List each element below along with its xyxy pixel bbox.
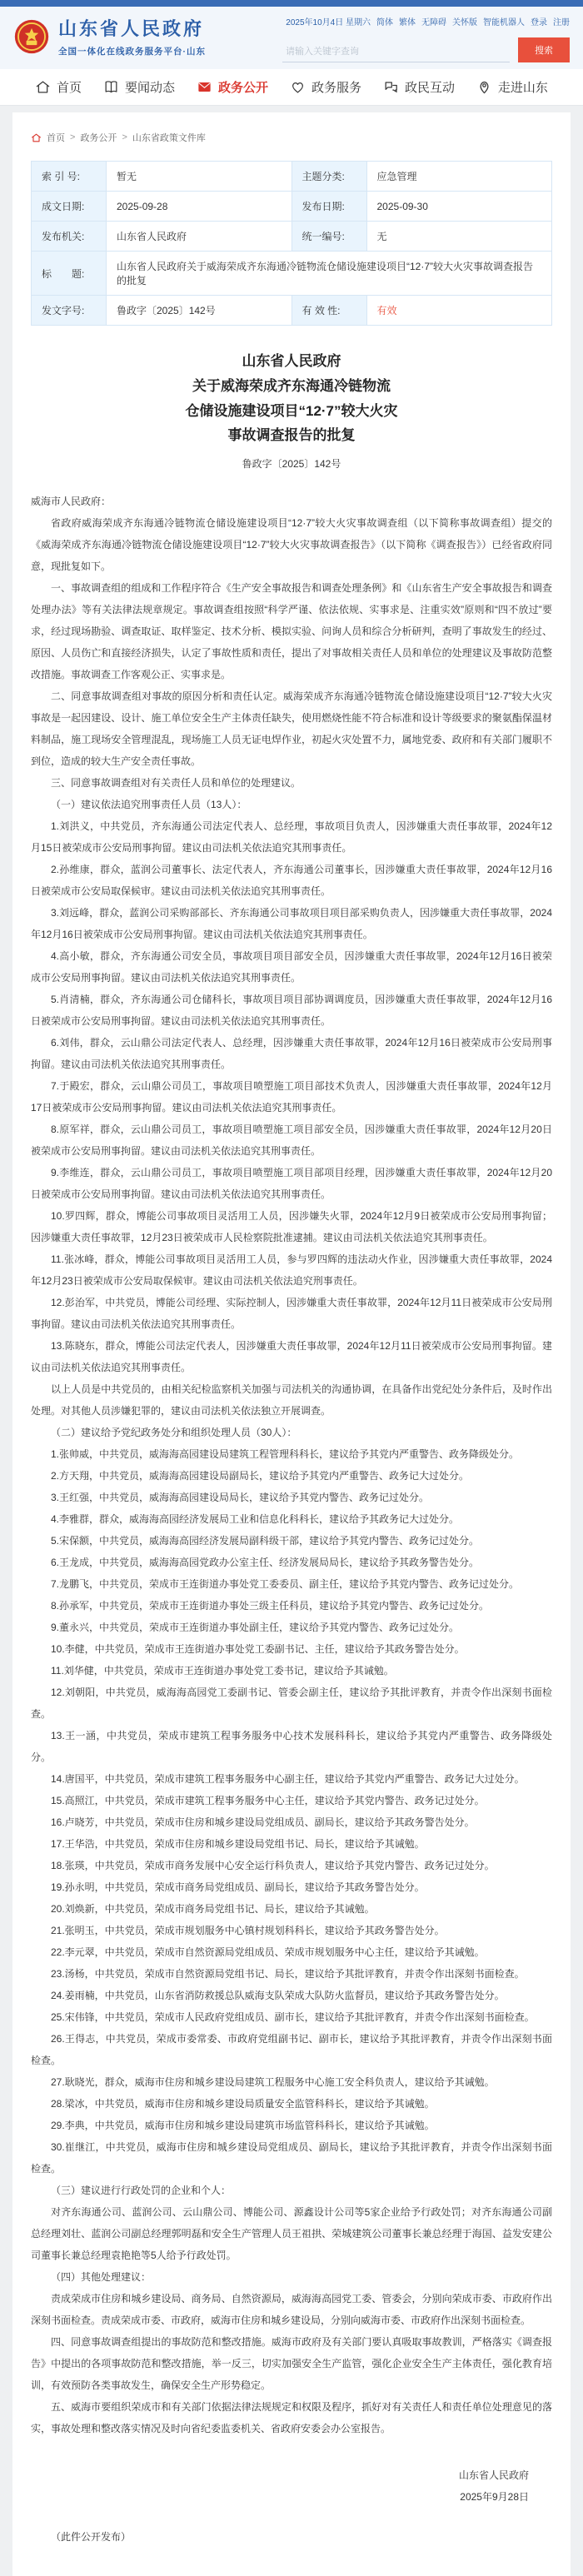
pin-icon bbox=[476, 79, 492, 95]
link-traditional[interactable]: 繁体 bbox=[399, 18, 416, 27]
doc-paragraph: 三、同意事故调查组对有关责任人员和单位的处理建议。 bbox=[51, 777, 301, 789]
doc-paragraph: （一）建议依法追究刑事责任人员（13人）： bbox=[51, 799, 247, 810]
link-robot[interactable]: 智能机器人 bbox=[483, 18, 525, 27]
doc-paragraph: 24.姜雨楠，中共党员，山东省消防救援总队威海支队荣成大队防火监督员，建议给予其政务警告处分。 bbox=[51, 1990, 505, 2001]
link-care-version[interactable]: 关怀版 bbox=[452, 18, 477, 27]
doc-paragraph: 7.于殿宏，群众，云山鼎公司员工，事故项目喷塑施工项目部技术负责人，因涉嫌重大责任事故罪，2024年12月17日被荣成市公安局刑事拘留。建议由司法机关依法追究其刑事责任。 bbox=[31, 1080, 552, 1114]
document-title-line: 山东省人民政府 bbox=[242, 353, 341, 369]
doc-paragraph: 二、同意事故调查组对事故的原因分析和责任认定。威海荣成齐东海通冷链物流仓储设施建设项目“12·7”较大火灾事故是一起因建设、设计、施工单位安全生产主体责任缺失，使用燃烧性能不符合标准和设计等级要求的聚氨酯保温材料制品，施工现场安全管理混乱，现场施工人员无证电焊作业，初起火灾处置不力，属地党委、政府和有关部门履职不到位，造成的较大生产安全责任事故。 bbox=[31, 690, 552, 767]
doc-paragraph: 7.龙鹏飞，中共党员，荣成市王连街道办事处党工委委员、副主任，建议给予其党内警告、政务记过处分。 bbox=[51, 1578, 520, 1590]
doc-paragraph: 20.刘焕新，中共党员，荣成市商务局党组书记、局长，建议给予其诫勉。 bbox=[51, 1903, 375, 1915]
doc-paragraph: 8.孙承军，中共党员，荣成市王连街道办事处三级主任科员，建议给予其党内警告、政务记过处分。 bbox=[51, 1600, 490, 1612]
doc-paragraph: 对齐东海通公司、蓝润公司、云山鼎公司、博能公司、源鑫设计公司等5家企业给予行政处罚；对齐东海通公司副总经理刘壮、蓝润公司副总经理郭明磊和安全生产管理人员王祖拱、荣城建筑公司董事长兼总经理于海国、益发安建公司董事长兼总经理袁艳艳等5人给予行政处罚。 bbox=[31, 2206, 552, 2261]
table-row bbox=[32, 192, 552, 222]
nav-label: 走进山东 bbox=[497, 81, 548, 95]
doc-paragraph: 12.刘朝阳，中共党员，威海海高园党工委副书记、管委会副主任，建议给予其批评教育，并责令作出深刻书面检查。 bbox=[31, 1687, 552, 1720]
doc-paragraph: 五、威海市要组织荣成市和有关部门依据法律法规规定和权限及程序，抓好对有关责任人和责任单位处理意见的落实，事故处理和整改落实情况及时向省纪委监委机关、省政府安委会办公室报告。 bbox=[31, 2401, 552, 2434]
doc-paragraph: 19.孙永明，中共党员，荣成市商务局党组成员、副局长，建议给予其政务警告处分。 bbox=[51, 1881, 425, 1893]
document-salutation: 威海市人民政府： bbox=[31, 496, 112, 507]
meta-doc-no-label: 发文字号: bbox=[32, 296, 107, 326]
link-accessibility[interactable]: 无障碍 bbox=[421, 18, 446, 27]
doc-paragraph: 25.宋伟锋，中共党员，荣成市人民政府党组成员、副市长，建议给予其批评教育，并责令作出深刻书面检查。 bbox=[51, 2011, 535, 2023]
table-row bbox=[32, 252, 552, 296]
document-title-line: 事故调查报告的批复 bbox=[227, 427, 356, 444]
doc-paragraph: 30.崔继江，中共党员，威海市住房和城乡建设局党组成员、副局长，建议给予其批评教育，并责令作出深刻书面检查。 bbox=[31, 2141, 552, 2175]
nav-item-interaction[interactable] bbox=[383, 78, 455, 96]
doc-paragraph: 4.李雅群，群众，威海海高园经济发展局工业和信息化科科长，建议给予其政务记大过处分。 bbox=[51, 1513, 460, 1525]
doc-paragraph: 2.孙维康，群众，蓝润公司董事长、法定代表人，齐东海通公司董事长，因涉嫌重大责任事故罪，2024年12月16日被荣成市公安局取保候审。建议由司法机关依法追究其刑事责任。 bbox=[31, 864, 552, 897]
search-button[interactable]: 搜索 bbox=[518, 37, 570, 62]
meta-validity-value: 有效 bbox=[366, 296, 552, 326]
doc-paragraph: 9.李维连，群众，云山鼎公司员工，事故项目喷塑施工项目部项目经理，因涉嫌重大责任事故罪，2024年12月20日被荣成市公安局刑事拘留。建议由司法机关依法追究其刑事责任。 bbox=[31, 1167, 552, 1200]
doc-paragraph: 省政府威海荣成齐东海通冷链物流仓储设施建设项目“12·7”较大火灾事故调查组（以下简称事故调查组）提交的《威海荣成齐东海通冷链物流仓储设施建设项目“12·7”较大火灾事故调查报告》（以下简称《调查报告》）已经省政府同意，现批复如下。 bbox=[31, 517, 552, 572]
national-emblem-icon bbox=[13, 18, 50, 55]
doc-paragraph: （三）建议进行行政处罚的企业和个人： bbox=[51, 2185, 232, 2196]
doc-paragraph: 一、事故调查组的组成和工作程序符合《生产安全事故报告和调查处理条例》和《山东省生产安全事故报告和调查处理办法》等有关法律法规章规定。事故调查组按照“科学严谨、依法依规、实事求是、注重实效”原则和“四不放过”要求，经过现场勘验、调查取证、取样鉴定、技术分析、模拟实验、问询人员和综合分析研判，查明了事故发生的经过、原因、人员伤亡和直接经济损失，认定了事故性质和责任，提出了对事故相关责任人员和单位的处理建议及事故防范整改措施。事故调查工作客观公正、实事求是。 bbox=[31, 582, 552, 680]
doc-paragraph: 18.张瑛，中共党员，荣成市商务发展中心安全运行科负责人，建议给予其党内警告、政务记过处分。 bbox=[51, 1860, 495, 1871]
meta-doc-no-value: 鲁政字〔2025〕142号 bbox=[107, 296, 292, 326]
breadcrumb-home-icon bbox=[31, 132, 42, 143]
table-row bbox=[32, 162, 552, 192]
meta-uid-label: 统一编号: bbox=[292, 222, 366, 252]
meta-agency-label: 发布机关: bbox=[32, 222, 107, 252]
content-card bbox=[12, 112, 571, 2576]
doc-paragraph: （四）其他处理建议： bbox=[51, 2271, 152, 2283]
meta-date-pub-value: 2025-09-30 bbox=[366, 192, 552, 222]
doc-paragraph: 责成荣成市住房和城乡建设局、商务局、自然资源局，威海海高园党工委、管委会，分别向荣成市委、市政府作出深刻书面检查。责成荣成市委、市政府，威海市住房和城乡建设局，分别向威海市委、市政府作出深刻书面检查。 bbox=[31, 2293, 552, 2326]
nav-label: 要闻动态 bbox=[124, 81, 175, 95]
table-row bbox=[32, 222, 552, 252]
nav-item-gov-open[interactable] bbox=[197, 78, 268, 96]
doc-paragraph: 6.刘伟，群众，云山鼎公司法定代表人、总经理，因涉嫌重大责任事故罪，2024年12月16日被荣成市公安局刑事拘留。建议由司法机关依法追究其刑事责任。 bbox=[31, 1037, 552, 1070]
meta-topic-value: 应急管理 bbox=[366, 162, 552, 192]
nav-item-news[interactable] bbox=[103, 78, 175, 96]
doc-paragraph: 13.陈晓东，群众，博能公司法定代表人，因涉嫌重大责任事故罪，2024年12月11日被荣成市公安局刑事拘留。建议由司法机关依法追究其刑事责任。 bbox=[31, 1340, 552, 1373]
doc-paragraph: 1.张帅威，中共党员，威海海高园建设局建筑工程管理科科长，建议给予其党内严重警告、政务降级处分。 bbox=[51, 1448, 520, 1460]
document-title bbox=[31, 349, 552, 448]
doc-paragraph: 26.王得志，中共党员，荣成市委常委、市政府党组副书记、副市长，建议给予其批评教育，并责令作出深刻书面检查。 bbox=[31, 2033, 552, 2066]
meta-agency-value: 山东省人民政府 bbox=[107, 222, 292, 252]
doc-paragraph: 22.李元翠，中共党员，荣成市自然资源局党组成员、荣成市规划服务中心主任，建议给予其诫勉。 bbox=[51, 1946, 485, 1958]
doc-paragraph: 28.梁冰，中共党员，威海市住房和城乡建设局质量安全监管科科长，建议给予其诫勉。 bbox=[51, 2098, 435, 2110]
envelope-icon bbox=[197, 79, 212, 95]
site-title: 山东省人民政府 bbox=[58, 18, 205, 39]
nav-item-into-shandong[interactable] bbox=[476, 78, 548, 96]
doc-paragraph: 5.宋保额，中共党员，威海海高园经济发展局副科级干部，建议给予其党内警告、政务记过处分。 bbox=[51, 1535, 480, 1547]
doc-paragraph: 11.张冰峰，群众，博能公司事故项目灵活用工人员，参与罗四辉的违法动火作业，因涉嫌重大责任事故罪，2024年12月23日被荣成市公安局取保候审。建议由司法机关依法追究刑事责任。 bbox=[31, 1253, 552, 1287]
meta-date-made-value: 2025-09-28 bbox=[107, 192, 292, 222]
nav-label: 政民互动 bbox=[404, 81, 455, 95]
doc-paragraph: 14.唐国平，中共党员，荣成市建筑工程事务服务中心副主任，建议给予其党内严重警告、政务记大过处分。 bbox=[51, 1773, 525, 1785]
doc-paragraph: （二）建议给予党纪政务处分和组织处理人员（30人）： bbox=[51, 1427, 297, 1438]
meta-uid-value: 无 bbox=[366, 222, 552, 252]
doc-paragraph: 4.高小敏，群众，齐东海通公司安全员，事故项目项目部安全员，因涉嫌重大责任事故罪，2024年12月16日被荣成市公安局刑事拘留。建议由司法机关依法追究其刑事责任。 bbox=[31, 950, 552, 984]
home-icon bbox=[35, 79, 51, 95]
nav-label: 政务公开 bbox=[217, 81, 268, 95]
news-icon bbox=[103, 79, 119, 95]
current-date: 2025年10月4日 星期六 bbox=[286, 18, 371, 27]
document-body bbox=[31, 512, 552, 2439]
doc-paragraph: 17.王华浩，中共党员，荣成市住房和城乡建设局党组书记、局长，建议给予其诫勉。 bbox=[51, 1838, 425, 1850]
breadcrumb bbox=[31, 131, 552, 144]
meta-date-made-label: 成文日期: bbox=[32, 192, 107, 222]
doc-paragraph: 2.方天翔，中共党员，威海海高园建设局副局长，建议给予其党内严重警告、政务记大过处分。 bbox=[51, 1470, 470, 1482]
doc-paragraph: 6.王龙成，中共党员，威海海高园党政办公室主任、经济发展局局长，建议给予其政务警告处分。 bbox=[51, 1557, 480, 1568]
site-logo[interactable] bbox=[13, 15, 206, 57]
link-simplified[interactable]: 简体 bbox=[376, 18, 393, 27]
chat-icon bbox=[383, 79, 399, 95]
meta-date-pub-label: 发布日期: bbox=[292, 192, 366, 222]
doc-paragraph: 1.刘洪义，中共党员，齐东海通公司法定代表人、总经理，事故项目负责人，因涉嫌重大责任事故罪，2024年12月15日被荣成市公安局刑事拘留。建议由司法机关依法追究其刑事责任。 bbox=[31, 820, 552, 854]
meta-title-label: 标 题: bbox=[32, 252, 107, 296]
doc-paragraph: 10.李健，中共党员，荣成市王连街道办事处党工委副书记、主任，建议给予其政务警告处分。 bbox=[51, 1643, 465, 1655]
heart-icon bbox=[290, 79, 306, 95]
doc-paragraph: 四、同意事故调查组提出的事故防范和整改措施。威海市政府及有关部门要认真吸取事故教训，严格落实《调查报告》中提出的各项事故防范和整改措施，举一反三，切实加强安全生产监管，强化企业安全生产主体责任，强化教育培训，有效预防各类事故发生，确保安全生产形势稳定。 bbox=[31, 2336, 552, 2391]
site-header bbox=[0, 7, 583, 69]
breadcrumb-current: 山东省政策文件库 bbox=[132, 133, 206, 143]
meta-index-value: 暂无 bbox=[107, 162, 292, 192]
nav-item-gov-service[interactable] bbox=[290, 78, 361, 96]
meta-validity-label: 有 效 性: bbox=[292, 296, 366, 326]
doc-paragraph: 9.董永兴，中共党员，荣成市王连街道办事处副主任，建议给予其党内警告、政务记过处分。 bbox=[51, 1622, 460, 1633]
document-footnote: （此件公开发布） bbox=[51, 2531, 132, 2543]
document-signature bbox=[31, 2464, 552, 2508]
document-title-line: 仓储设施建设项目“12·7”较大火灾 bbox=[185, 402, 398, 419]
signature-org: 山东省人民政府 bbox=[458, 2469, 529, 2481]
link-login[interactable]: 登录 bbox=[531, 18, 547, 27]
doc-paragraph: 23.汤杨，中共党员，荣成市自然资源局党组书记、局长，建议给予其批评教育，并责令作出深刻书面检查。 bbox=[51, 1968, 525, 1980]
nav-label: 首页 bbox=[57, 81, 82, 95]
doc-paragraph: 27.耿晓光，群众，威海市住房和城乡建设局建筑工程服务中心施工安全科负责人，建议给予其诫勉。 bbox=[51, 2076, 495, 2088]
doc-paragraph: 3.刘远峰，群众，蓝润公司采购部部长、齐东海通公司事故项目项目部采购负责人，因涉嫌重大责任事故罪，2024年12月16日被荣成市公安局刑事拘留。建议由司法机关依法追究其刑事责任。 bbox=[31, 907, 552, 940]
top-links bbox=[282, 15, 570, 27]
breadcrumb-separator: > bbox=[70, 132, 76, 142]
breadcrumb-home[interactable]: 首页 bbox=[47, 133, 65, 143]
nav-label: 政务服务 bbox=[311, 81, 361, 95]
doc-paragraph: 13.王一涵，中共党员，荣成市建筑工程事务服务中心技术发展科科长，建议给予其党内严重警告、政务降级处分。 bbox=[31, 1730, 552, 1763]
doc-paragraph: 29.李典，中共党员，威海市住房和城乡建设局建筑市场监管科科长，建议给予其诫勉。 bbox=[51, 2120, 435, 2131]
doc-paragraph: 10.罗四辉，群众，博能公司事故项目灵活用工人员，因涉嫌失火罪，2024年12月9日被荣成市公安局刑事拘留；因涉嫌重大责任事故罪，12月23日被荣成市人民检察院批准逮捕。建议由司法机关依法追究其刑事责任。 bbox=[31, 1210, 552, 1243]
meta-index-label: 索 引 号: bbox=[32, 162, 107, 192]
doc-paragraph: 5.肖清楠，群众，齐东海通公司仓储科长，事故项目项目部协调调度员，因涉嫌重大责任事故罪，2024年12月16日被荣成市公安局刑事拘留。建议由司法机关依法追究其刑事责任。 bbox=[31, 994, 552, 1027]
doc-paragraph: 12.彭治军，中共党员，博能公司经理、实际控制人，因涉嫌重大责任事故罪，2024年12月11日被荣成市公安局刑事拘留。建议由司法机关依法追究其刑事责任。 bbox=[31, 1297, 552, 1330]
search-input[interactable] bbox=[282, 42, 510, 62]
meta-topic-label: 主题分类: bbox=[292, 162, 366, 192]
doc-paragraph: 8.原军祥，群众，云山鼎公司员工，事故项目喷塑施工项目部安全员，因涉嫌重大责任事故罪，2024年12月20日被荣成市公安局刑事拘留。建议由司法机关依法追究其刑事责任。 bbox=[31, 1124, 552, 1157]
main-nav bbox=[0, 69, 583, 106]
document-meta-table bbox=[31, 161, 552, 326]
document-title-line: 关于威海荣成齐东海通冷链物流 bbox=[192, 377, 391, 394]
site-subtitle: 全国一体化在线政务服务平台·山东 bbox=[58, 47, 206, 57]
meta-title-value: 山东省人民政府关于威海荣成齐东海通冷链物流仓储设施建设项目“12·7”较大火灾事故调查报告的批复 bbox=[107, 252, 552, 296]
table-row bbox=[32, 296, 552, 326]
breadcrumb-separator: > bbox=[122, 132, 127, 142]
signature-date: 2025年9月28日 bbox=[460, 2491, 529, 2503]
doc-paragraph: 15.高照江，中共党员，荣成市建筑工程事务服务中心主任，建议给予其党内警告、政务记过处分。 bbox=[51, 1795, 485, 1806]
doc-paragraph: 3.王红强，中共党员，威海海高园建设局局长，建议给予其党内警告、政务记过处分。 bbox=[51, 1492, 430, 1503]
doc-paragraph: 16.卢晓芳，中共党员，荣成市住房和城乡建设局党组成员、副局长，建议给予其政务警告处分。 bbox=[51, 1816, 475, 1828]
nav-item-home[interactable] bbox=[35, 78, 82, 96]
document bbox=[31, 349, 552, 2548]
link-register[interactable]: 注册 bbox=[553, 18, 570, 27]
top-blue-bar bbox=[0, 0, 583, 7]
doc-paragraph: 21.张明玉，中共党员，荣成市规划服务中心镇村规划科科长，建议给予其政务警告处分。 bbox=[51, 1925, 445, 1936]
doc-paragraph: 11.刘华健，中共党员，荣成市王连街道办事处党工委书记，建议给予其诫勉。 bbox=[51, 1665, 394, 1677]
doc-paragraph: 以上人员是中共党员的，由相关纪检监察机关加强与司法机关的沟通协调，在具备作出党纪处分条件后，及时作出处理。对其他人员涉嫌犯罪的，建议由司法机关依法独立开展调查。 bbox=[31, 1383, 552, 1417]
breadcrumb-gov-open[interactable]: 政务公开 bbox=[80, 133, 117, 143]
document-number: 鲁政字〔2025〕142号 bbox=[242, 458, 341, 470]
